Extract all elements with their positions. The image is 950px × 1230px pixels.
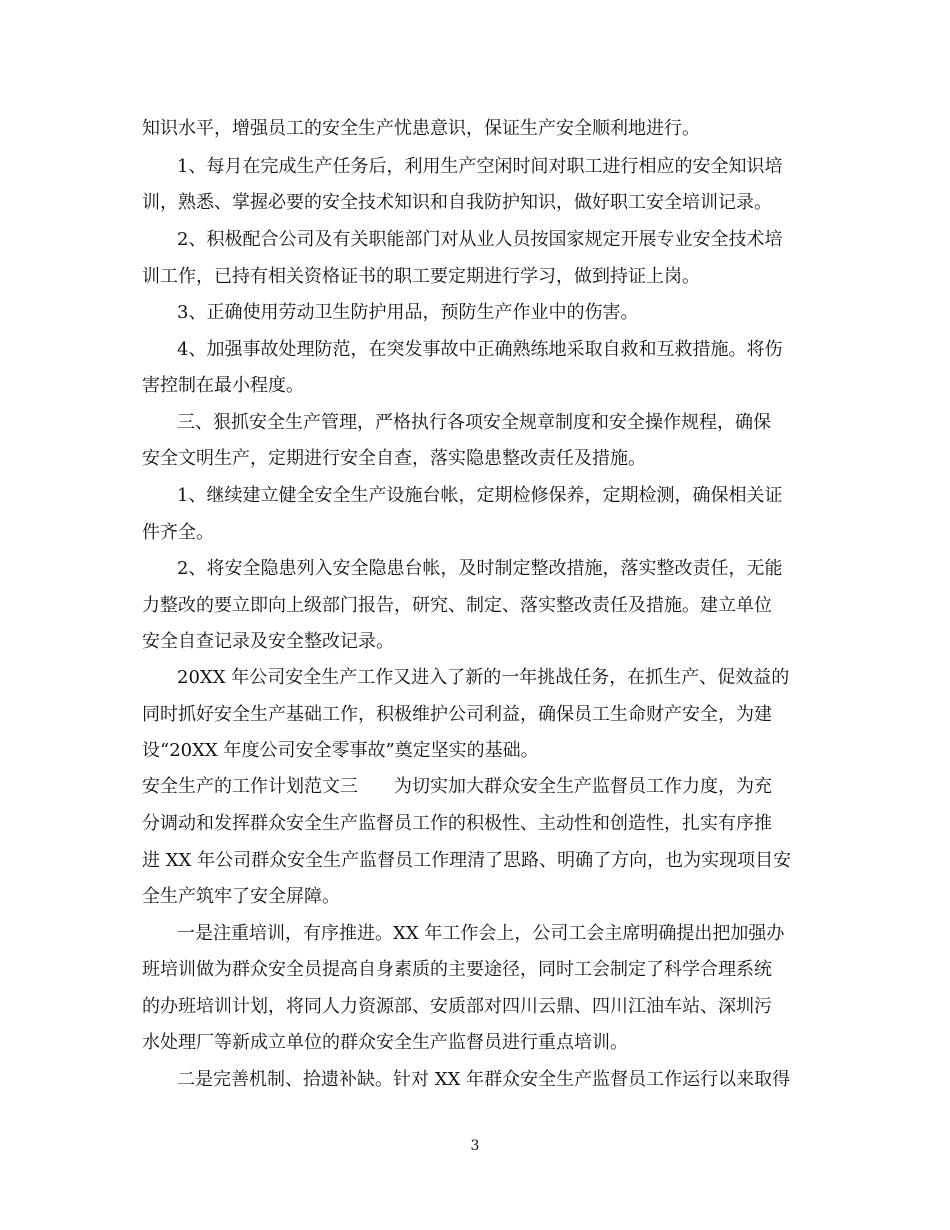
text-line: 二是完善机制、拾遗补缺。针对 XX 年群众安全生产监督员工作运行以来取得 [177,1069,791,1090]
text-line: 同时抓好安全生产基础工作，积极维护公司利益，确保员工生命财产安全，为建 [142,704,772,725]
text-line: 进 XX 年公司群众安全生产监督员工作理清了思路、明确了方向，也为实现项目安 [142,850,792,871]
text-line: 20XX 年公司安全生产工作又进入了新的一年挑战任务，在抓生产、促效益的 [177,667,790,688]
text-line: 安全自查记录及安全整改记录。 [142,631,394,652]
text-line: 1、每月在完成生产任务后，利用生产空闲时间对职工进行相应的安全知识培 [177,156,783,177]
text-line: 三、狠抓安全生产管理，严格执行各项安全规章制度和安全操作规程，确保 [177,412,771,433]
text-line: 安全生产的工作计划范文三 为切实加大群众安全生产监督员工作力度，为充 [142,776,772,797]
text-line: 力整改的要立即向上级部门报告，研究、制定、落实整改责任及措施。建立单位 [142,595,772,616]
text-line: 4、加强事故处理防范，在突发事故中正确熟练地采取自救和互救措施。将伤 [177,339,783,360]
text-line: 的办班培训计划，将同人力资源部、安质部对四川云鼎、四川江油车站、深圳污 [142,996,772,1017]
text-line: 知识水平，增强员工的安全生产忧患意识，保证生产安全顺利地进行。 [142,118,700,139]
text-line: 训工作，已持有相关资格证书的职工要定期进行学习，做到持证上岗。 [142,266,700,287]
text-line: 分调动和发挥群众安全生产监督员工作的积极性、主动性和创造性，扎实有序推 [142,813,772,834]
text-line: 件齐全。 [142,522,214,543]
text-line: 设“20XX 年度公司安全零事故”奠定坚实的基础。 [142,740,539,761]
text-line: 安全文明生产，定期进行安全自查，落实隐患整改责任及措施。 [142,448,646,469]
text-line: 水处理厂等新成立单位的群众安全生产监督员进行重点培训。 [142,1032,628,1053]
text-line: 班培训做为群众安全员提高自身素质的主要途径，同时工会制定了科学合理系统 [142,959,772,980]
text-line: 1、继续建立健全安全生产设施台帐，定期检修保养，定期检测，确保相关证 [177,485,783,506]
text-line: 2、将安全隐患列入安全隐患台帐，及时制定整改措施，落实整改责任，无能 [177,558,783,579]
text-line: 害控制在最小程度。 [142,375,304,396]
text-line: 训，熟悉、掌握必要的安全技术知识和自我防护知识，做好职工安全培训记录。 [142,192,772,213]
text-line: 全生产筑牢了安全屏障。 [142,886,340,907]
page-number: 3 [470,1138,480,1154]
text-line: 一是注重培训，有序推进。XX 年工作会上，公司工会主席明确提出把加强办 [177,923,785,944]
text-line: 3、正确使用劳动卫生防护用品，预防生产作业中的伤害。 [177,302,639,323]
text-line: 2、积极配合公司及有关职能部门对从业人员按国家规定开展专业安全技术培 [177,229,783,250]
